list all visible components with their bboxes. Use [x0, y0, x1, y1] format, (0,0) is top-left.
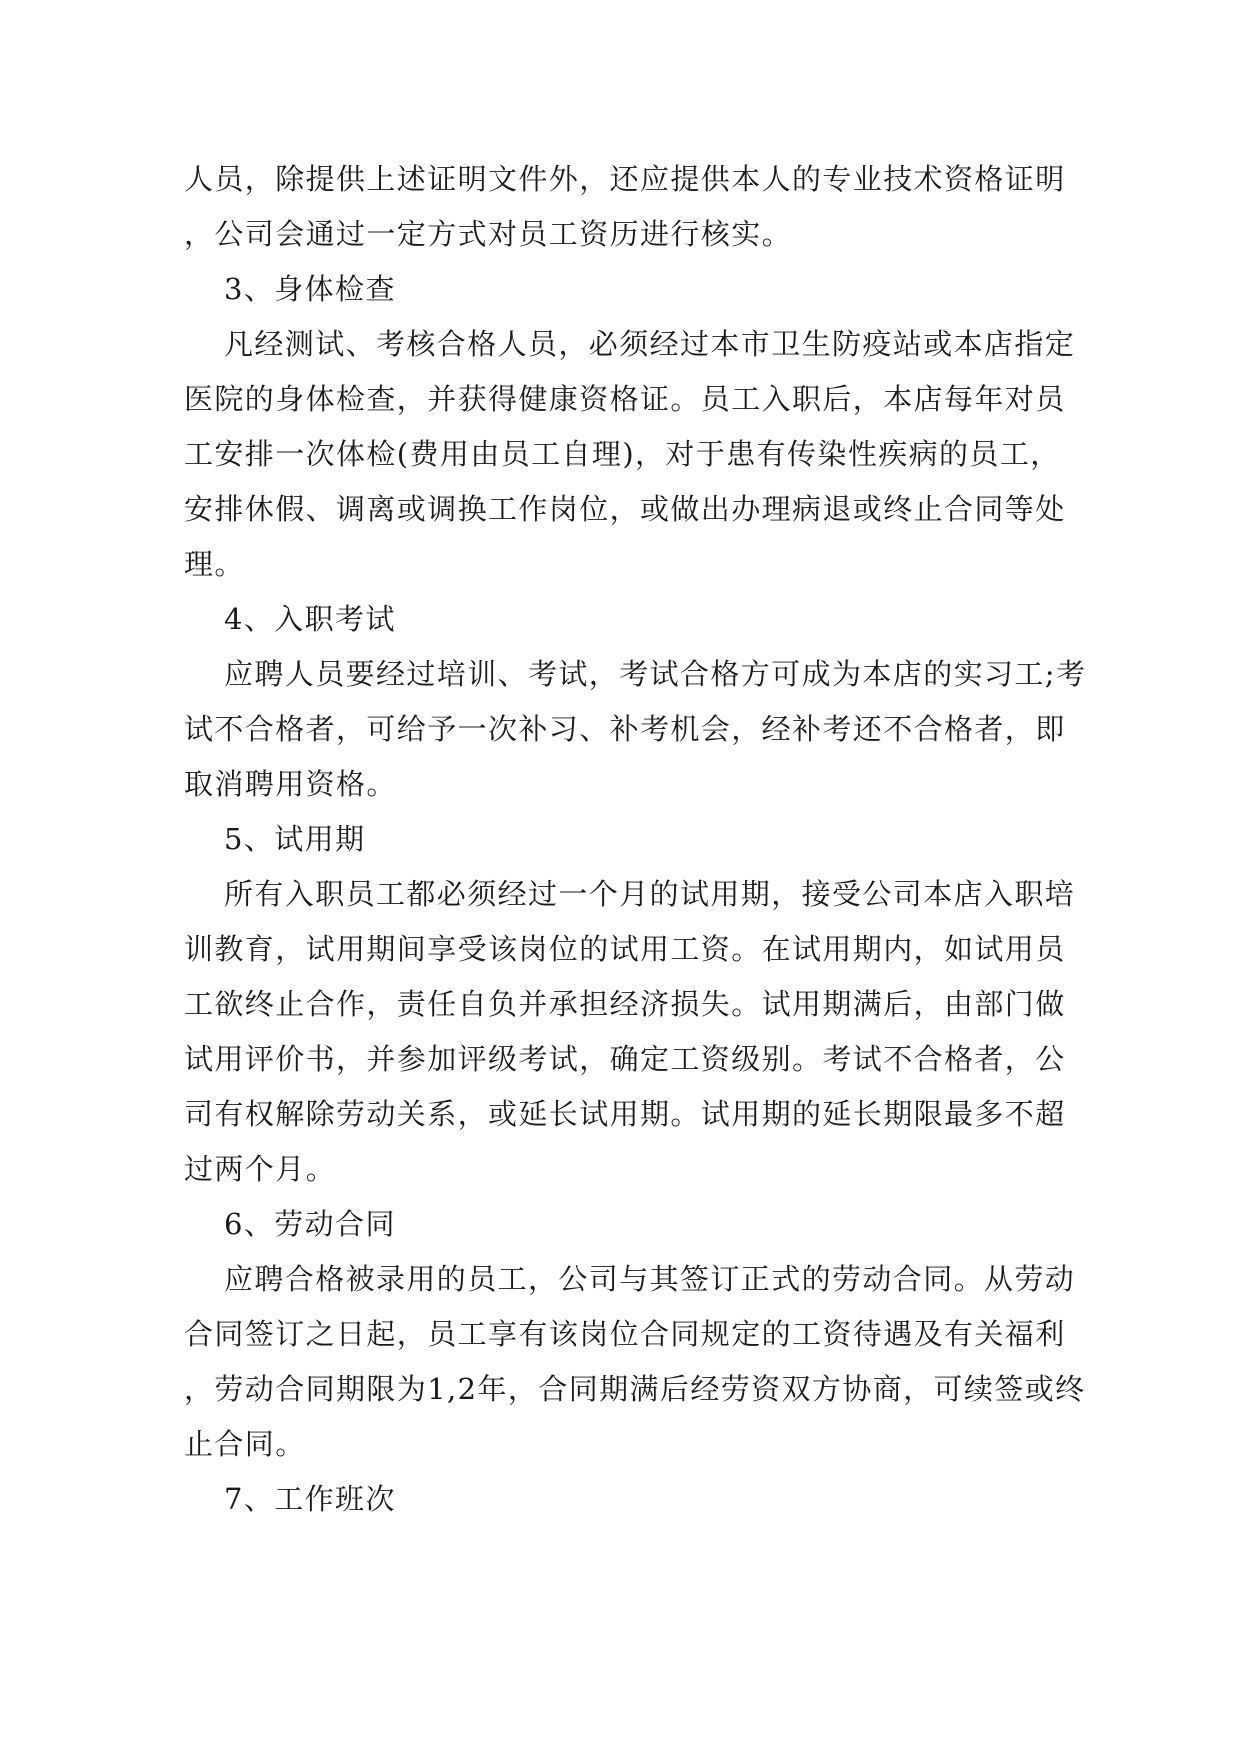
- text-line: 过两个月。: [184, 1152, 337, 1186]
- text-line: 工安排一次体检(费用由员工自理)，对于患有传染性疾病的员工，: [184, 437, 1061, 471]
- text-line: 工欲终止合作，责任自负并承担经济损失。试用期满后，由部门做: [184, 987, 1066, 1021]
- text-line: 安排休假、调离或调换工作岗位，或做出办理病退或终止合同等处: [184, 492, 1066, 526]
- text-line: 取消聘用资格。: [184, 767, 397, 801]
- text-line: 医院的身体检查，并获得健康资格证。员工入职后，本店每年对员: [184, 382, 1066, 416]
- text-line: ，公司会通过一定方式对员工资历进行核实。: [184, 217, 793, 251]
- section-heading: 6、劳动合同: [224, 1207, 396, 1241]
- text-line: 应聘人员要经过培训、考试，考试合格方可成为本店的实习工;考: [224, 657, 1087, 691]
- text-line: 应聘合格被录用的员工，公司与其签订正式的劳动合同。从劳动: [224, 1262, 1076, 1296]
- text-line: 所有入职员工都必须经过一个月的试用期，接受公司本店入职培: [224, 877, 1076, 911]
- text-line: 人员，除提供上述证明文件外，还应提供本人的专业技术资格证明: [184, 162, 1066, 196]
- text-line: 司有权解除劳动关系，或延长试用期。试用期的延长期限最多不超: [184, 1097, 1066, 1131]
- text-line: 凡经测试、考核合格人员，必须经过本市卫生防疫站或本店指定: [224, 327, 1076, 361]
- text-line: 试用评价书，并参加评级考试，确定工资级别。考试不合格者，公: [184, 1042, 1066, 1076]
- section-heading: 3、身体检查: [224, 272, 396, 306]
- section-heading: 7、工作班次: [224, 1482, 396, 1516]
- text-line: 理。: [184, 547, 245, 581]
- document-body: [184, 152, 1087, 1527]
- section-heading: 5、试用期: [224, 822, 366, 856]
- text-line: ，劳动合同期限为1,2年，合同期满后经劳资双方协商，可续签或终: [184, 1372, 1086, 1406]
- text-line: 训教育，试用期间享受该岗位的试用工资。在试用期内，如试用员: [184, 932, 1066, 966]
- section-heading: 4、入职考试: [224, 602, 396, 636]
- text-line: 试不合格者，可给予一次补习、补考机会，经补考还不合格者，即: [184, 712, 1066, 746]
- text-line: 合同签订之日起，员工享有该岗位合同规定的工资待遇及有关福利: [184, 1317, 1066, 1351]
- text-line: 止合同。: [184, 1427, 306, 1461]
